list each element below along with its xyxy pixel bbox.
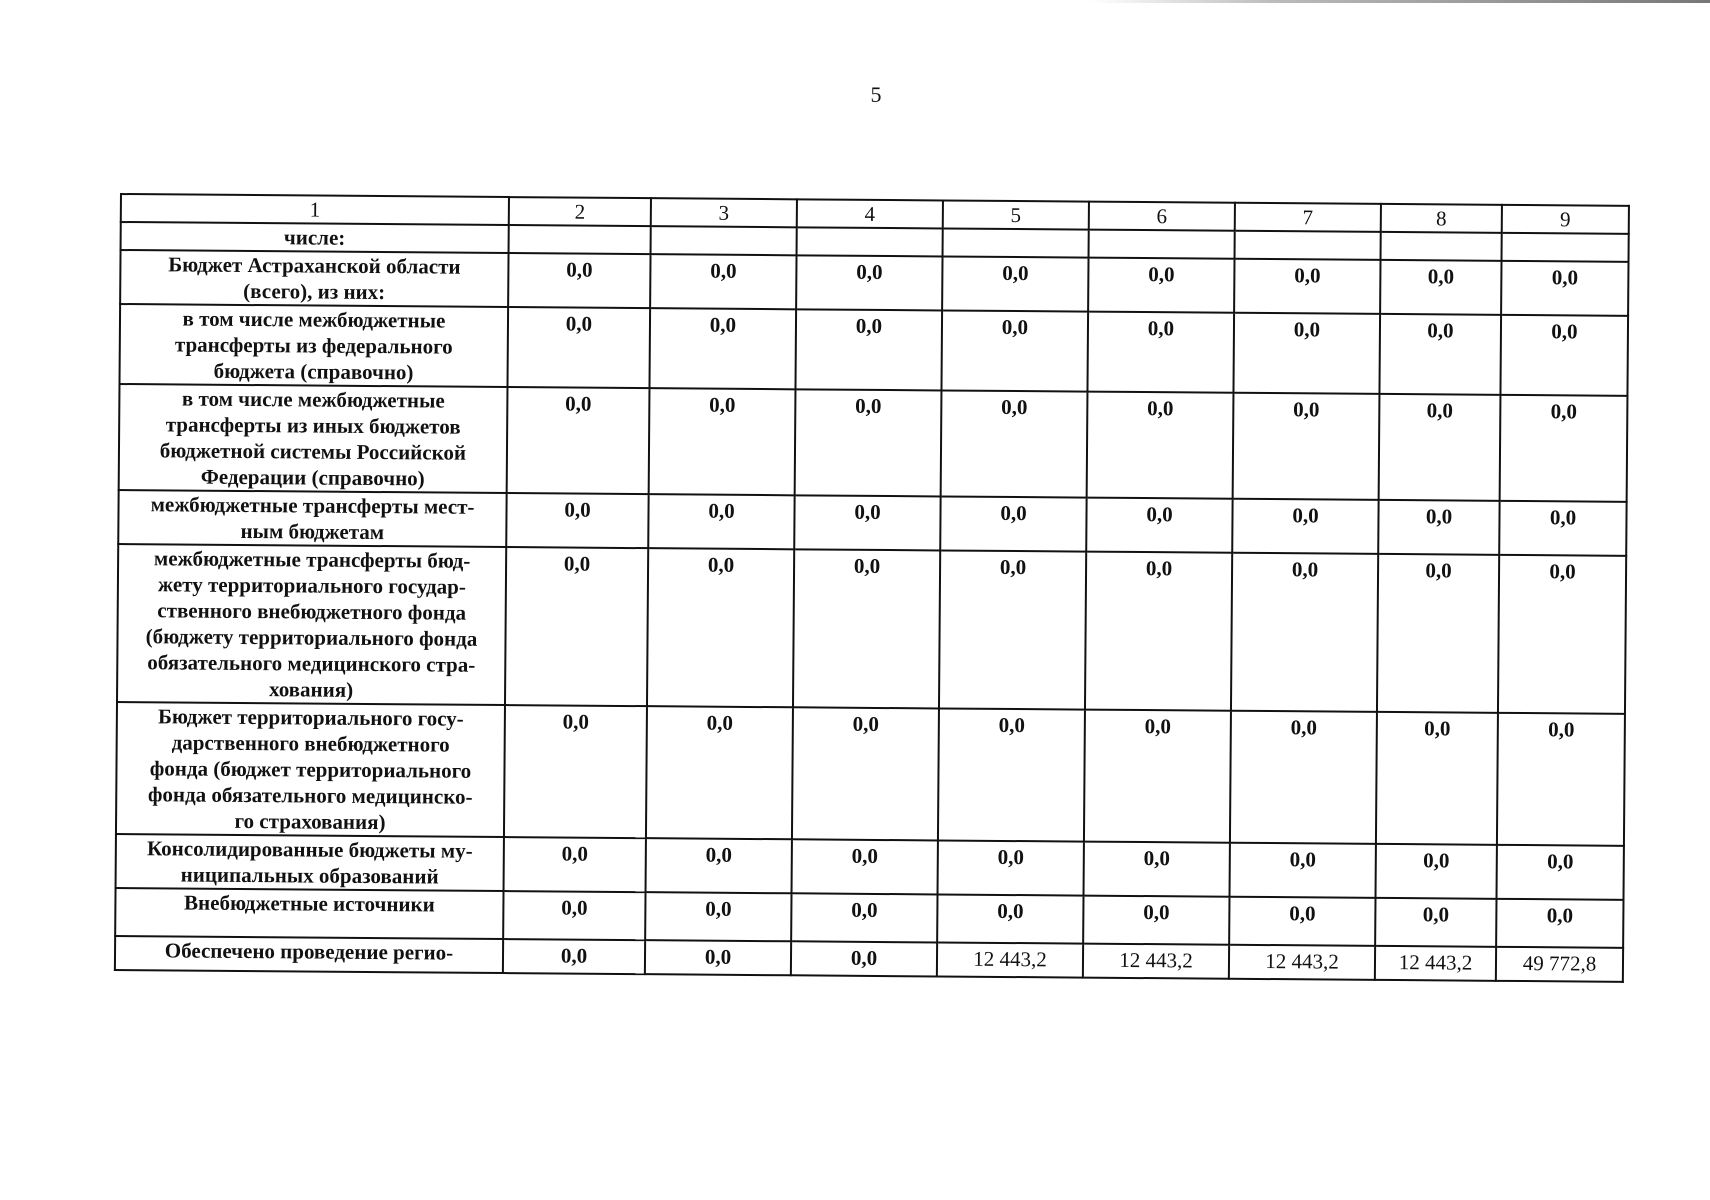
budget-table-container: [114, 193, 1630, 983]
value-cell: 0,0: [1376, 712, 1498, 845]
value-cell: 0,0: [503, 939, 645, 974]
value-cell: 0,0: [1380, 260, 1501, 315]
value-cell: 0,0: [647, 548, 794, 707]
column-number-6: 6: [1089, 202, 1235, 231]
value-cell: 0,0: [503, 891, 645, 940]
value-cell: 0,0: [938, 708, 1085, 841]
value-cell: 0,0: [1232, 499, 1378, 554]
value-cell: 0,0: [939, 550, 1086, 709]
value-cell: 0,0: [1496, 845, 1623, 900]
value-cell: 0,0: [938, 840, 1084, 895]
value-cell: 0,0: [646, 706, 793, 839]
value-cell: 0,0: [507, 307, 650, 388]
row-label: [116, 834, 504, 891]
column-number-5: 5: [943, 200, 1089, 229]
value-cell: 0,0: [1498, 555, 1626, 714]
value-cell: 0,0: [507, 387, 650, 494]
row-label-line: межбюджетные трансферты мест-: [150, 492, 475, 519]
row-label-line: (бюджету территориального фонда: [145, 624, 478, 651]
row-label: [120, 250, 508, 307]
table-row: [119, 304, 1628, 396]
row-label: [116, 702, 505, 837]
value-cell: 49 772,8: [1496, 947, 1623, 982]
value-cell: 0,0: [1229, 897, 1375, 946]
value-cell: 0,0: [1084, 842, 1230, 897]
row-label-line: в том числе межбюджетные: [181, 386, 445, 413]
value-cell: 0,0: [795, 389, 942, 496]
value-cell: 0,0: [1083, 896, 1229, 945]
row-label: [119, 304, 508, 387]
table-body: [115, 250, 1629, 982]
row-label: [117, 544, 506, 705]
value-cell: 0,0: [937, 894, 1083, 943]
value-cell: 12 443,2: [1229, 945, 1375, 980]
value-cell: 12 443,2: [1083, 944, 1229, 979]
value-cell: 0,0: [1379, 394, 1501, 501]
value-cell: 0,0: [940, 496, 1086, 551]
subheader-empty-cell: [797, 227, 943, 256]
value-cell: 12 443,2: [1375, 946, 1496, 981]
value-cell: 0,0: [1087, 312, 1234, 393]
value-cell: 0,0: [1375, 898, 1496, 947]
value-cell: 0,0: [1499, 501, 1626, 556]
value-cell: 0,0: [504, 837, 646, 892]
page-number: 5: [870, 82, 882, 107]
value-cell: 0,0: [649, 308, 796, 389]
value-cell: 0,0: [1230, 711, 1377, 844]
row-label-line: дарственного внебюджетного: [171, 730, 450, 757]
subheader-empty-cell: [1089, 230, 1235, 259]
value-cell: 0,0: [941, 390, 1088, 497]
value-cell: 0,0: [1378, 500, 1499, 555]
value-cell: 0,0: [941, 310, 1088, 391]
value-cell: 0,0: [649, 388, 796, 495]
value-cell: 0,0: [796, 255, 942, 310]
row-label-line: бюджета (справочно): [213, 358, 414, 385]
row-label-line: межбюджетные трансферты бюд-: [153, 546, 471, 573]
column-number-2: 2: [509, 197, 651, 226]
table-row: [119, 384, 1628, 502]
row-label-line: (всего), из них:: [243, 278, 386, 305]
column-number-4: 4: [797, 199, 943, 228]
column-number-8: 8: [1381, 204, 1502, 233]
value-cell: 0,0: [1086, 498, 1232, 553]
value-cell: 0,0: [1233, 313, 1380, 394]
row-label-line: фонда обязательного медицинско-: [147, 782, 473, 809]
row-label-line: Консолидированные бюджеты му-: [146, 836, 473, 863]
value-cell: 0,0: [1379, 314, 1501, 395]
value-cell: 0,0: [1377, 554, 1499, 713]
column-number-1: 1: [121, 194, 509, 225]
value-cell: 0,0: [1233, 393, 1380, 500]
scan-edge-mark: [1090, 0, 1710, 3]
value-cell: 0,0: [648, 494, 794, 549]
value-cell: 0,0: [508, 253, 650, 308]
row-label-line: жету территориального государ-: [157, 572, 466, 599]
value-cell: 0,0: [795, 309, 942, 390]
value-cell: 0,0: [650, 254, 796, 309]
table-row: [116, 702, 1625, 846]
subheader-label: числе:: [121, 222, 509, 253]
value-cell: 0,0: [1497, 713, 1625, 846]
value-cell: 0,0: [1234, 259, 1380, 314]
value-cell: 0,0: [794, 495, 940, 550]
row-label-line: Федерации (справочно): [200, 464, 425, 491]
value-cell: 0,0: [505, 547, 648, 706]
value-cell: 0,0: [1231, 553, 1378, 712]
row-label-line: в том числе межбюджетные: [182, 306, 446, 333]
value-cell: 0,0: [792, 839, 938, 894]
subheader-empty-cell: [1381, 232, 1502, 261]
subheader-empty-cell: [943, 228, 1089, 257]
row-label-line: бюджетной системы Российской: [159, 438, 467, 465]
value-cell: 12 443,2: [937, 942, 1083, 977]
row-label-line: трансферты из федерального: [174, 332, 453, 359]
value-cell: 0,0: [645, 940, 791, 975]
value-cell: 0,0: [942, 256, 1088, 311]
subheader-empty-cell: [509, 225, 651, 254]
row-label-line: го страхования): [234, 808, 386, 835]
value-cell: 0,0: [504, 705, 647, 838]
value-cell: 0,0: [1500, 395, 1628, 502]
row-label-line: хования): [268, 677, 354, 702]
row-label: [115, 936, 503, 973]
value-cell: 0,0: [791, 941, 937, 976]
value-cell: 0,0: [1230, 843, 1376, 898]
row-label-line: фонда (бюджет территориального: [149, 756, 472, 783]
row-label-line: обязательного медицинского стра-: [147, 650, 476, 677]
subheader-empty-cell: [651, 226, 797, 255]
value-cell: 0,0: [1376, 844, 1497, 899]
table-row: [117, 544, 1626, 714]
row-label-line: трансферты из иных бюджетов: [165, 412, 461, 439]
value-cell: 0,0: [1084, 710, 1231, 843]
value-cell: 0,0: [1087, 392, 1234, 499]
value-cell: 0,0: [1088, 258, 1234, 313]
value-cell: 0,0: [792, 707, 939, 840]
row-label-line: ным бюджетам: [240, 518, 385, 545]
row-label-line: Бюджет территориального госу-: [157, 704, 464, 731]
value-cell: 0,0: [793, 549, 940, 708]
column-number-7: 7: [1235, 203, 1381, 232]
row-label-line: Бюджет Астраханской области: [168, 252, 461, 279]
value-cell: 0,0: [791, 893, 937, 942]
row-label: [115, 888, 503, 939]
subheader-empty-cell: [1502, 233, 1629, 262]
value-cell: 0,0: [1496, 899, 1623, 948]
column-number-3: 3: [651, 198, 797, 227]
column-number-9: 9: [1502, 205, 1629, 234]
row-label-line: Обеспечено проведение регио-: [164, 938, 454, 965]
value-cell: 0,0: [506, 493, 648, 548]
value-cell: 0,0: [1500, 315, 1628, 396]
value-cell: 0,0: [1501, 261, 1628, 316]
budget-table: [114, 193, 1630, 983]
value-cell: 0,0: [645, 892, 791, 941]
row-label: [118, 490, 506, 547]
subheader-empty-cell: [1235, 231, 1381, 260]
row-label-line: ниципальных образований: [180, 862, 439, 889]
value-cell: 0,0: [646, 838, 792, 893]
row-label-line: ственного внебюджетного фонда: [157, 598, 467, 625]
row-label-line: Внебюджетные источники: [183, 890, 435, 917]
row-label: [119, 384, 508, 493]
value-cell: 0,0: [1085, 552, 1232, 711]
